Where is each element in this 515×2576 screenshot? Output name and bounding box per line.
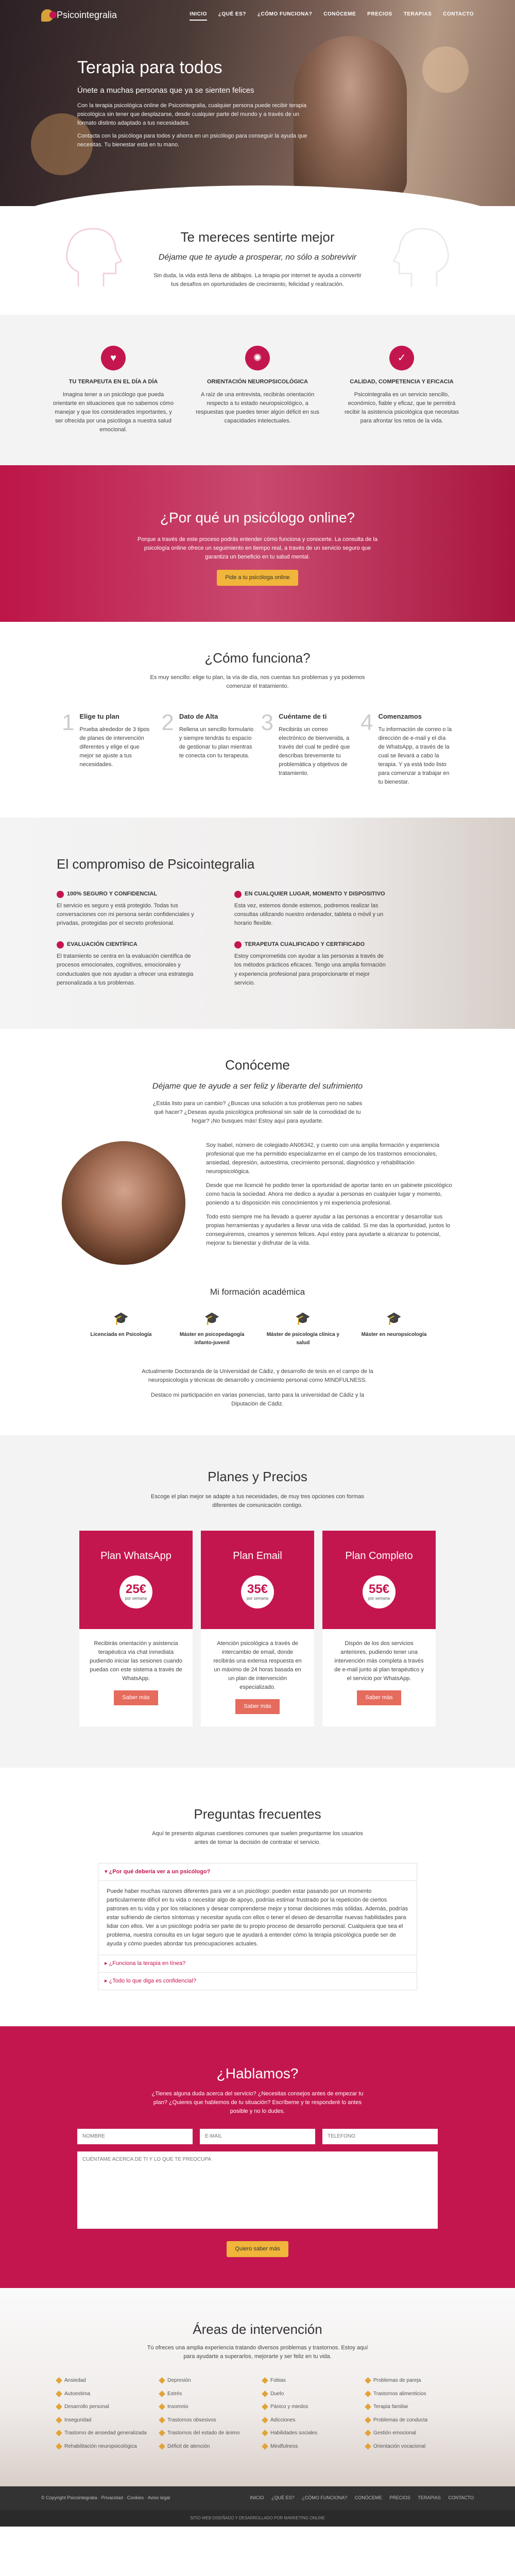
area-label: Gestión emocional xyxy=(373,2430,416,2436)
footer-link[interactable]: CONTACTO xyxy=(448,2495,474,2501)
commitment-item xyxy=(234,940,386,987)
head-outline-icon xyxy=(57,222,129,294)
plan-name: Plan WhatsApp xyxy=(100,1550,171,1562)
area-label: Pánico y miedos xyxy=(270,2404,308,2410)
area-label: Déficit de atención xyxy=(167,2443,210,2449)
commitment-item-text: El tratamiento se centra en la evaluación científica de procesos emocionales, cognitivos, emocionales y conductuales que nos ayudan a ofrecer una estrategia personalizada a tus problemas. xyxy=(57,953,194,986)
contact-section xyxy=(0,2026,515,2288)
degree-label: Licenciada en Psicología xyxy=(90,1332,152,1338)
feature-title: CALIDAD, COMPETENCIA Y EFICACIA xyxy=(350,379,454,385)
how-lead: Es muy sencillo: elige tu plan, la vía de día, nos cuentas tus problemas y ya podemos comenzar el tratamiento. xyxy=(150,674,365,690)
submit-button[interactable]: Quiero saber más xyxy=(227,2241,288,2257)
area-item xyxy=(160,2429,252,2437)
why-title: ¿Por qué un psicólogo online? xyxy=(160,510,355,526)
diamond-bullet-icon xyxy=(159,2417,165,2424)
area-item xyxy=(160,2443,252,2451)
commitment-item-text: Esta vez, estemos donde estemos, podremos realizar las consultas utilizando nuestro ordenador, tableta o móvil y un horario flexible. xyxy=(234,903,384,927)
plan-text: Dispón de los dos servicios anteriores, pudiendo tener una intervención más completa a través de e-mail junto al plan terapéutico y el servicio por WhatsApp. xyxy=(334,1640,424,1682)
areas-section xyxy=(0,2288,515,2486)
faq-answer: Puede haber muchas razones diferentes para ver a un psicólogo: pueden estar pasando por un momento particularmente difícil en tu vida o necesitar algo de apoyo, podrías estimar frustrado por la repetición de ciertos patrones en tu vida y por los relaciones y desear comprenderse mejor y tomar decisiones más sólidas. Además, podrías estar sufriendo de ciertos síntomas y necesitar ayuda con ellos o tener el deseo de desarrollar nuevas habilidades para lidiar con ellos. Ver a un psicólogo podría ser parte de tu propio proceso de desarrollo personal. Cualquiera que sea el problema, nuestra consulta es un lugar seguro que te ayudará a entender cómo la terapia psicológica puede ser de ayuda y cómo puedes abordar tus preocupaciones actuales. xyxy=(98,1881,417,1955)
commitment-item-title: TERAPEUTA CUALIFICADO Y CERTIFICADO xyxy=(245,941,365,948)
footer-link[interactable]: TERAPIAS xyxy=(418,2495,441,2501)
certificate-icon xyxy=(234,941,242,948)
why-online-section xyxy=(0,465,515,622)
area-label: Orientación vocacional xyxy=(373,2443,426,2449)
step-text: Tu información de correo o la dirección de e-mail y el día de WhatsApp, a través de la cual se llevará a cabo la terapia. Y ya está todo listo para comenzar a trabajar en tu bienestar. xyxy=(378,726,452,785)
about-tail: Actualmente Doctoranda de la Universidad de Cádiz, y desarrollo de tesis en el campo de la neuropsicología y técnicas de desarrollo y crecimiento personal como MINDFULNESS. xyxy=(142,1368,373,1384)
diamond-bullet-icon xyxy=(365,2443,371,2450)
plan-more-button[interactable]: Saber más xyxy=(114,1690,158,1705)
plan-price-badge xyxy=(119,1575,152,1608)
feature-card xyxy=(52,346,175,434)
hero-paragraph: Contacta con la psicóloga para todos y ahorra en un psicólogo para conseguir la ayuda que necesitas. Tu bienestar está en tu mano. xyxy=(77,133,307,148)
plan-card xyxy=(201,1531,314,1726)
plan-more-button[interactable]: Saber más xyxy=(235,1699,279,1714)
plan-period: por semana xyxy=(246,1596,269,1601)
diamond-bullet-icon xyxy=(56,2443,62,2450)
device-icon xyxy=(234,891,242,898)
message-field[interactable] xyxy=(77,2151,438,2229)
area-label: Depresión xyxy=(167,2378,191,2384)
feature-text: Psicointegralia es un servicio sencillo, económico, fiable y eficaz, que te permitirá recibir la asistencia psicológica que necesitas para afrontar los retos de la vida. xyxy=(345,392,459,425)
footer-link[interactable]: ¿QUÉ ES? xyxy=(271,2495,295,2501)
plan-price: 55€ xyxy=(368,1582,390,1596)
about-tail: Destaco mi participación en varias ponencias, tanto para la universidad de Cádiz y la Diputación de Cádiz. xyxy=(151,1392,364,1408)
area-item xyxy=(160,2403,252,2411)
intro-section xyxy=(0,206,515,315)
area-item xyxy=(263,2403,355,2411)
bokeh-light xyxy=(422,46,469,93)
area-item xyxy=(263,2443,355,2451)
areas-title: Áreas de intervención xyxy=(193,2321,322,2337)
plan-more-button[interactable]: Saber más xyxy=(357,1690,401,1705)
area-label: Trastornos alimenticios xyxy=(373,2391,426,2397)
diamond-bullet-icon xyxy=(262,2403,268,2410)
features-section xyxy=(0,315,515,465)
commitment-item-title: EN CUALQUIER LUGAR, MOMENTO Y DISPOSITIVO xyxy=(245,891,385,897)
area-item xyxy=(57,2390,149,2398)
areas-grid xyxy=(57,2377,458,2450)
plan-period: por semana xyxy=(368,1596,390,1601)
plan-price-badge xyxy=(363,1575,396,1608)
about-paragraph: Desde que me licencié he podido tener la oportunidad de aportar tanto en un gabinete psicológico como hacia la sociedad. Ahora me dedico a ayudar a personas en cualquier lugar y momento, poniendo a tu disposición mis conocimientos y mi experiencia profesional. xyxy=(206,1182,452,1207)
graduation-cap-icon: 🎓 xyxy=(295,1312,311,1326)
plan-name: Plan Completo xyxy=(345,1550,413,1562)
step-text: Prueba alrededor de 3 tipos de planes de intervención diferentes y elige el que mejor se ajuste a tus necesidades. xyxy=(79,726,150,768)
area-item xyxy=(366,2377,458,2385)
diamond-bullet-icon xyxy=(159,2391,165,2397)
intro-text: Sin duda, la vida está llena de altibajos. La terapia por internet te ayuda a convertir tus desafíos en oportunidades de crecimiento, felicidad y realización. xyxy=(153,273,362,288)
step-number: 1 xyxy=(62,710,75,736)
step-title: Comenzamos xyxy=(378,713,422,721)
commitment-item-text: El servicio es seguro y está protegido. Todas tus conversaciones con mi persona serán confidenciales y privadas, protegidas por el secreto profesional. xyxy=(57,903,194,927)
name-field[interactable] xyxy=(77,2129,193,2144)
contact-lead: ¿Tienes alguna duda acerca del servicio? ¿Necesitas consejos antes de empezar tu plan? ¿Quieres que hablemos de tu situación? Escríbeme y te responderé lo antes posible y no lo dudes. xyxy=(151,2091,364,2115)
nav-item-precios[interactable]: PRECIOS xyxy=(367,11,392,17)
nav-item-que-es[interactable]: ¿QUÉ ES? xyxy=(218,11,246,17)
about-title: Conóceme xyxy=(225,1057,290,1073)
area-label: Fobias xyxy=(270,2378,286,2384)
commitment-item-text: Estoy comprometida con ayudar a las personas a través de los métodos prácticos eficaces. Tengo una amplia formación y experiencia profesional para proporcionarte el mejor servicio. xyxy=(234,953,386,986)
faq-question[interactable]: ▸ ¿Funciona la terapia en línea? xyxy=(98,1955,417,1973)
step-title: Cuéntame de ti xyxy=(279,713,327,721)
area-item xyxy=(160,2390,252,2398)
how-it-works-section xyxy=(0,622,515,818)
about-section xyxy=(0,1029,515,1436)
step-title: Dato de Alta xyxy=(179,713,218,721)
formation-block xyxy=(0,1285,515,1409)
area-label: Inseguridad xyxy=(64,2417,92,2423)
area-label: Trastornos obsesivos xyxy=(167,2417,216,2423)
intro-subtitle: Déjame que te ayude a prosperar, no sólo a sobrevivir xyxy=(158,253,357,262)
email-field[interactable] xyxy=(200,2129,315,2144)
lock-icon xyxy=(57,891,64,898)
diamond-bullet-icon xyxy=(262,2443,268,2450)
footer-link[interactable]: PRECIOS xyxy=(389,2495,410,2501)
graduation-cap-icon: 🎓 xyxy=(113,1312,129,1326)
area-label: Trastornos del estado de ánimo xyxy=(167,2430,240,2436)
plan-name: Plan Email xyxy=(233,1550,282,1562)
diamond-bullet-icon xyxy=(159,2377,165,2384)
faq-lead: Aquí te presento algunas cuestiones comunes que suelen preguntarme los usuarios antes de tomar la decisión de contratar el servicio. xyxy=(152,1831,363,1846)
area-item xyxy=(263,2390,355,2398)
main-nav xyxy=(0,0,515,31)
about-lead: ¿Estás listo para un cambio? ¿Buscas una solución a tus problemas pero no sabes qué hacer? ¿Deseas ayuda psicológica profesional sin salir de la comodidad de tu hogar? ¡No busques más! Estoy aquí para ayudarte. xyxy=(152,1100,363,1124)
plans-section xyxy=(0,1435,515,1768)
diamond-bullet-icon xyxy=(262,2430,268,2436)
commitment-title: El compromiso de Psicointegralia xyxy=(57,856,255,872)
area-label: Mindfulness xyxy=(270,2443,298,2449)
contact-form xyxy=(77,2129,438,2232)
hero-subtitle: Únete a muchas personas que ya se sienten felices xyxy=(77,86,254,95)
area-item xyxy=(366,2416,458,2425)
area-label: Estrés xyxy=(167,2391,182,2397)
area-item xyxy=(366,2403,458,2411)
plan-price: 35€ xyxy=(247,1582,268,1596)
feature-title: TU TERAPEUTA EN EL DÍA A DÍA xyxy=(68,379,158,385)
diamond-bullet-icon xyxy=(365,2403,371,2410)
area-item xyxy=(160,2377,252,2385)
feature-card xyxy=(196,346,319,434)
nav-item-inicio[interactable]: INICIO xyxy=(190,10,207,21)
area-item xyxy=(366,2390,458,2398)
plan-card xyxy=(79,1531,193,1726)
heart-icon: ♥ xyxy=(101,346,126,370)
commitment-item xyxy=(57,940,209,987)
faq-question-text: ¿Por qué debería ver a un psicólogo? xyxy=(109,1868,211,1875)
nav-item-como-funciona[interactable]: ¿CÓMO FUNCIONA? xyxy=(257,11,313,17)
nav-item-terapias[interactable]: TERAPIAS xyxy=(403,11,432,17)
diamond-bullet-icon xyxy=(262,2391,268,2397)
plans-title: Planes y Precios xyxy=(208,1469,307,1485)
hero-title: Terapia para todos xyxy=(77,58,222,77)
area-label: Adicciones xyxy=(270,2417,296,2423)
diamond-bullet-icon xyxy=(159,2403,165,2410)
area-label: Habilidades sociales xyxy=(270,2430,318,2436)
commitment-section xyxy=(0,818,515,1029)
area-item xyxy=(263,2416,355,2425)
phone-field[interactable] xyxy=(322,2129,438,2144)
formation-title: Mi formación académica xyxy=(210,1286,305,1297)
area-item xyxy=(160,2416,252,2425)
footer xyxy=(0,2486,515,2527)
how-title: ¿Cómo funciona? xyxy=(204,650,311,666)
hero xyxy=(0,0,515,206)
diamond-bullet-icon xyxy=(365,2417,371,2424)
flask-icon xyxy=(57,941,64,948)
diamond-bullet-icon xyxy=(56,2377,62,2384)
area-label: Ansiedad xyxy=(64,2378,86,2384)
about-subtitle: Déjame que te ayude a ser feliz y liberarte del sufrimiento xyxy=(152,1081,363,1091)
step-number: 4 xyxy=(360,710,373,736)
feature-text: A raíz de una entrevista, recibirás orientación respecto a tu estado neuropsicológico, a respuestas que puedes tener algún déficit en sus capacidades intelectuales. xyxy=(196,392,319,425)
area-label: Insomnio xyxy=(167,2404,188,2410)
head-outline-icon xyxy=(386,222,458,294)
feature-text: Imagina tener a un psicólogo que pueda orientarte en situaciones que no sabemos cómo manejar y que los considerados importantes, y ser ofrecida por una psicóloga a nuestra salud emocional. xyxy=(53,392,174,433)
badge-icon: ✓ xyxy=(389,346,414,370)
area-item xyxy=(366,2443,458,2451)
why-cta-button[interactable]: Pide a tu psicóloga online xyxy=(217,570,298,586)
step-item xyxy=(360,711,453,786)
degree-item xyxy=(264,1311,341,1347)
degree-item xyxy=(355,1311,433,1347)
plan-card xyxy=(322,1531,436,1726)
area-item xyxy=(57,2429,149,2437)
step-number: 2 xyxy=(161,710,174,736)
faq-question[interactable]: ▸ ¿Todo lo que diga es confidencial? xyxy=(105,1977,196,1984)
step-item xyxy=(261,711,354,786)
intro-title: Te mereces sentirte mejor xyxy=(180,229,335,245)
areas-lead: Tú ofreces una amplia experiencia tratando diversos problemas y trastornos. Estoy aquí para ayudarte a superarlos, mejorarte y ser feliz en tu vida. xyxy=(147,2344,368,2360)
area-label: Desarrollo personal xyxy=(64,2404,109,2410)
area-label: Duelo xyxy=(270,2391,284,2397)
diamond-bullet-icon xyxy=(56,2403,62,2410)
area-item xyxy=(57,2416,149,2425)
diamond-bullet-icon xyxy=(56,2391,62,2397)
degree-item xyxy=(174,1311,251,1347)
why-text: Porque a través de este proceso podrás entender cómo funciona y conocerte. La consulta de la psicología online ofrece un seguimiento en tiempo real, a través de un servicio seguro que garantiza un beneficio en tu salud mental. xyxy=(138,536,377,560)
about-paragraph: Soy Isabel, número de colegiado AN06342, y cuento con una amplia formación y experiencia profesional que me ha permitido especializarme en el campo de los trastornos emocionales, ansiedad, depresión, autoestima, crecimiento personal, diagnóstico y rehabilitación neuropsicológica. xyxy=(206,1142,440,1175)
diamond-bullet-icon xyxy=(56,2417,62,2424)
degree-label: Máster de psicología clínica y salud xyxy=(266,1332,339,1346)
diamond-bullet-icon xyxy=(159,2430,165,2436)
contact-title: ¿Hablamos? xyxy=(216,2065,299,2081)
faq-title: Preguntas frecuentes xyxy=(194,1806,321,1822)
diamond-bullet-icon xyxy=(365,2377,371,2384)
degree-label: Máster en psicopedagogía infanto-juvenil xyxy=(179,1332,245,1346)
logo-text: Psicointegralia xyxy=(57,10,117,21)
commitment-item-title: 100% SEGURO Y CONFIDENCIAL xyxy=(67,891,158,897)
diamond-bullet-icon xyxy=(262,2417,268,2424)
area-label: Rehabilitación neuropsicológica xyxy=(64,2443,137,2449)
faq-question-text: ¿Todo lo que diga es confidencial? xyxy=(109,1977,196,1984)
hero-text xyxy=(77,54,314,154)
footer-credit: SITIO WEB DISEÑADO Y DESARROLLADO POR MARKETING ONLINE xyxy=(0,2510,515,2527)
area-item xyxy=(263,2377,355,2385)
plans-lead: Escoge el plan mejor se adapte a tus necesidades, de muy tres opciones con formas diferentes de comunicación contigo. xyxy=(151,1493,364,1509)
graduation-cap-icon: 🎓 xyxy=(204,1312,220,1326)
plan-text: Atención psicológica a través de intercambio de email, donde recibirás una extensa respuesta en un máximo de 24 horas basada en un plan de intervención especializado. xyxy=(213,1640,302,1691)
hero-paragraph: Con la terapia psicológica online de Psicointegralia, cualquier persona puede recibir terapia psicológica sin tener que desplazarse, desde cualquier parte del mundo y a través de un formato distinto adaptado a tus necesidades. xyxy=(77,102,307,127)
step-item xyxy=(62,711,154,786)
feature-title: ORIENTACIÓN NEUROPSICOLÓGICA xyxy=(207,379,308,385)
plan-price: 25€ xyxy=(125,1582,147,1596)
diamond-bullet-icon xyxy=(365,2430,371,2436)
step-title: Elige tu plan xyxy=(79,713,119,721)
brain-icon: ✺ xyxy=(245,346,270,370)
nav-item-conoceme[interactable]: CONÓCEME xyxy=(323,11,356,17)
area-label: Autoestima xyxy=(64,2391,91,2397)
feature-card xyxy=(340,346,464,434)
degree-item xyxy=(82,1311,160,1347)
step-number: 3 xyxy=(261,710,274,736)
about-paragraph: Todo esto siempre me ha llevado a querer ayudar a las personas a encontrar y desarrollar sus propias herramientas y ayudarles a llevar una vida de calidad. Si me das la oportunidad, juntos lo conseguiremos, creamos y seremos felices. Aquí estoy para ayudarte a alcanzar tu potencial, mejorar tu bienestar y disfrutar de la vida. xyxy=(206,1214,450,1247)
logo[interactable] xyxy=(41,8,117,23)
faq-section xyxy=(0,1768,515,2026)
diamond-bullet-icon xyxy=(56,2430,62,2436)
plan-text: Recibirás orientación y asistencia terapéutica via chat inmediata pudiendo iniciar las sesiones cuando puedas con este sistema a través de WhatsApp. xyxy=(90,1640,182,1682)
nav-item-contacto[interactable]: CONTACTO xyxy=(443,11,474,17)
commitment-item xyxy=(234,890,386,928)
area-item xyxy=(57,2377,149,2385)
plan-period: por semana xyxy=(125,1596,147,1601)
step-text: Rellena un sencillo formulario y siempre tendrás tu espacio de gestionar tu plan mientras te conecta con tu terapeuta. xyxy=(179,726,254,759)
diamond-bullet-icon xyxy=(262,2377,268,2384)
area-label: Trastorno de ansiedad generalizada xyxy=(64,2430,147,2436)
area-item xyxy=(57,2443,149,2451)
footer-link[interactable]: INICIO xyxy=(250,2495,264,2501)
copyright-text: © Copyright Psicointegralia · Privacidad · Cookies · Aviso legal xyxy=(41,2495,170,2501)
area-label: Terapia familiar xyxy=(373,2404,408,2410)
footer-link[interactable]: ¿CÓMO FUNCIONA? xyxy=(302,2495,348,2501)
degree-label: Máster en neuropsicología xyxy=(361,1332,427,1338)
diamond-bullet-icon xyxy=(365,2391,371,2397)
area-item xyxy=(366,2429,458,2437)
commitment-item xyxy=(57,890,209,928)
area-label: Problemas de conducta xyxy=(373,2417,428,2423)
plan-price-badge xyxy=(241,1575,274,1608)
footer-link[interactable]: CONÓCEME xyxy=(354,2495,382,2501)
area-item xyxy=(263,2429,355,2437)
graduation-cap-icon: 🎓 xyxy=(386,1312,402,1326)
faq-accordion xyxy=(98,1863,417,1990)
logo-icon xyxy=(41,9,54,22)
area-label: Problemas de pareja xyxy=(373,2378,421,2384)
diamond-bullet-icon xyxy=(159,2443,165,2450)
faq-question[interactable]: ▾ ¿Por qué debería ver a un psicólogo? xyxy=(98,1863,417,1881)
faq-question-text: ¿Funciona la terapia en línea? xyxy=(109,1960,186,1967)
footer-links xyxy=(244,2495,474,2502)
step-item xyxy=(161,711,254,786)
area-item xyxy=(57,2403,149,2411)
therapist-portrait xyxy=(62,1141,185,1265)
menu xyxy=(190,10,474,21)
step-text: Recibirás un correo electrónico de bienvenida, a través del cual te pediré que describas brevemente tu problemática y objetivos de tratamiento. xyxy=(279,726,350,776)
commitment-item-title: EVALUACIÓN CIENTÍFICA xyxy=(67,941,138,948)
